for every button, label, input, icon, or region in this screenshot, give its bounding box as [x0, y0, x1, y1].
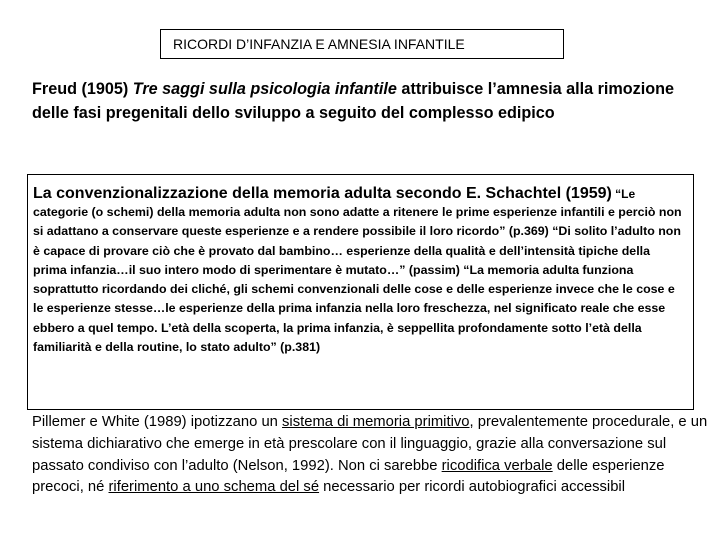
schachtel-heading-text: La convenzionalizzazione della memoria adulta secondo E. Schachtel (1959) [33, 185, 612, 202]
pillemer-underline-self-schema: riferimento a uno schema del sé [108, 479, 320, 496]
schachtel-quote-start: “Le [611, 187, 636, 201]
pillemer-paragraph [32, 412, 712, 499]
slide-title-text: RICORDI D’INFANZIA E AMNESIA INFANTILE [173, 36, 465, 52]
pillemer-text-4: necessario per ricordi autobiografici accessibil [319, 479, 626, 496]
schachtel-quote-body: categorie (o schemi) della memoria adulta non sono adatte a ritenere le prime esperienze infantili e perciò non si adattano a conservare queste esperienze e a rendere possibile il loro ricordo” (p.369) “Di solito l’adulto non è capace di provare ciò che è provato dal bambino… esperienze della qualità e dell’intensità tipiche della prima infanzia…il suo intero modo di sperimentare è mutato…” (passim) “La memoria adulta funziona soprattutto ricordando dei cliché, gli schemi convenzionali delle cose e delle esperienze invece che le cose e le esperienze stesse…le esperienze della prima infanzia nella loro freschezza, nel significato reale che esse ebbero a quel tempo. L’età della scoperta, la prima infanzia, è seppellita profondamente sotto l’età della familiarità e della routine, lo stato adulto” (p.381) [33, 205, 682, 355]
freud-book-title: Tre saggi sulla psicologia infantile [132, 80, 397, 98]
freud-suffix: attribuisce l’amnesia alla rimozione delle fasi pregenitali dello sviluppo a seguito del complesso edipico [32, 80, 675, 122]
freud-paragraph [32, 77, 712, 125]
schachtel-quote-box [27, 174, 694, 410]
pillemer-text-1: Pillemer e White (1989) ipotizzano un [32, 414, 283, 430]
slide-title [160, 29, 564, 59]
pillemer-text-3: delle esperienze precoci, né [32, 457, 665, 496]
pillemer-underline-verbal-recoding: ricodifica verbale [441, 457, 553, 474]
pillemer-text-2: , prevalentemente procedurale, e un sistema dichiarativo che emerge in età prescolare con il linguaggio, grazie alla conversazione sul passato condiviso con l’adulto (Nelson, 1992). Non ci sarebbe [32, 414, 708, 474]
freud-prefix: Freud (1905) [32, 80, 133, 98]
pillemer-underline-primitive-memory: sistema di memoria primitivo [282, 414, 470, 430]
